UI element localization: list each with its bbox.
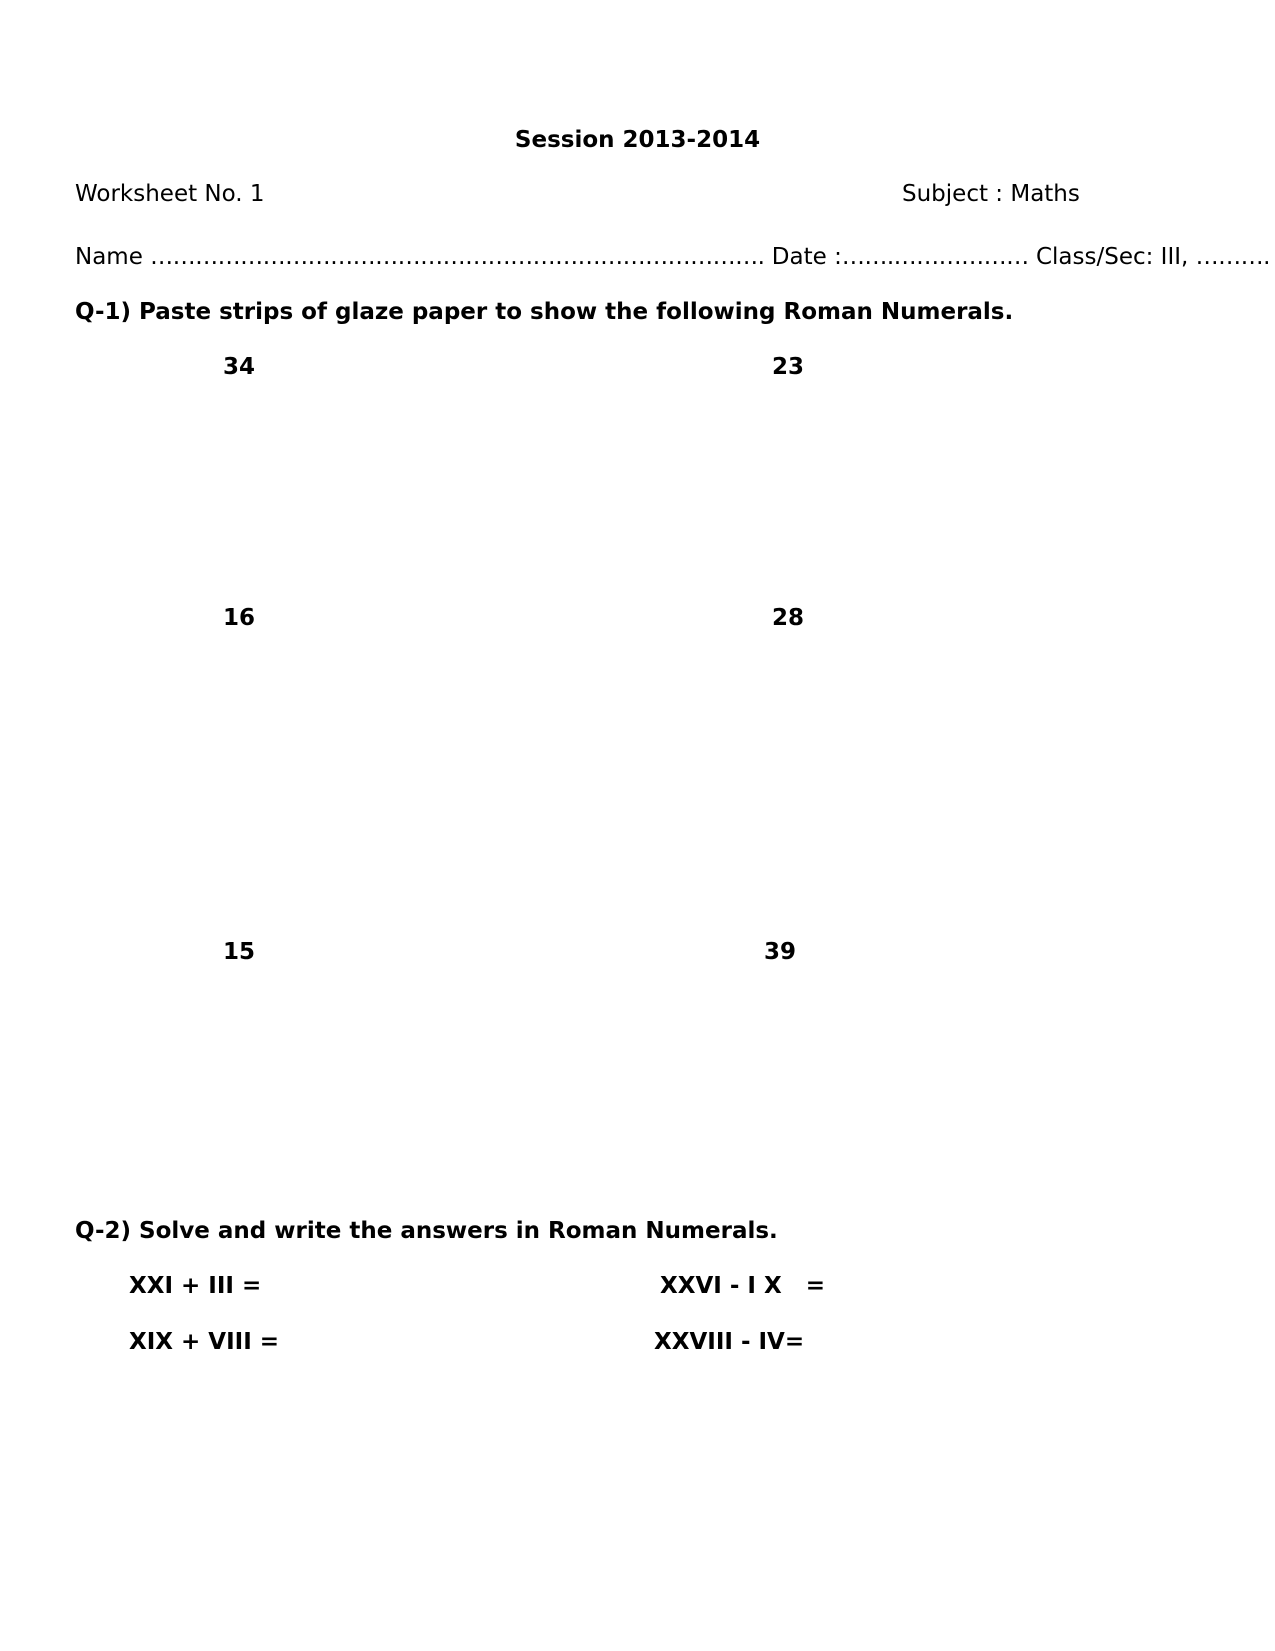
numeral-item: 16 [223,605,256,631]
math-problem: XXI + III = [129,1273,262,1299]
numeral-item: 28 [772,605,805,631]
section-blank: ………. [1195,244,1270,270]
question-2-text: Q-2) Solve and write the answers in Roman Numerals. [75,1218,778,1244]
date-blank: …….……………… [841,244,1029,270]
session-title: Session 2013-2014 [514,127,761,153]
math-problem: XXVIII - IV= [654,1329,805,1355]
subject-label: Subject : Maths [902,181,1080,207]
name-label: Name [75,244,143,270]
name-blank: ………………………………………………………………………. [150,244,765,270]
date-label: Date : [771,244,842,270]
math-problem: XXVI - I X = [660,1273,825,1299]
numeral-item: 39 [764,939,797,965]
math-problem: XIX + VIII = [129,1329,280,1355]
question-1-text: Q-1) Paste strips of glaze paper to show the following Roman Numerals. [75,299,1014,325]
numeral-item: 34 [223,354,256,380]
numeral-item: 23 [772,354,805,380]
worksheet-number: Worksheet No. 1 [75,181,265,207]
numeral-item: 15 [223,939,256,965]
student-info-line [75,246,1270,269]
class-label: Class/Sec: III, [1035,244,1189,270]
